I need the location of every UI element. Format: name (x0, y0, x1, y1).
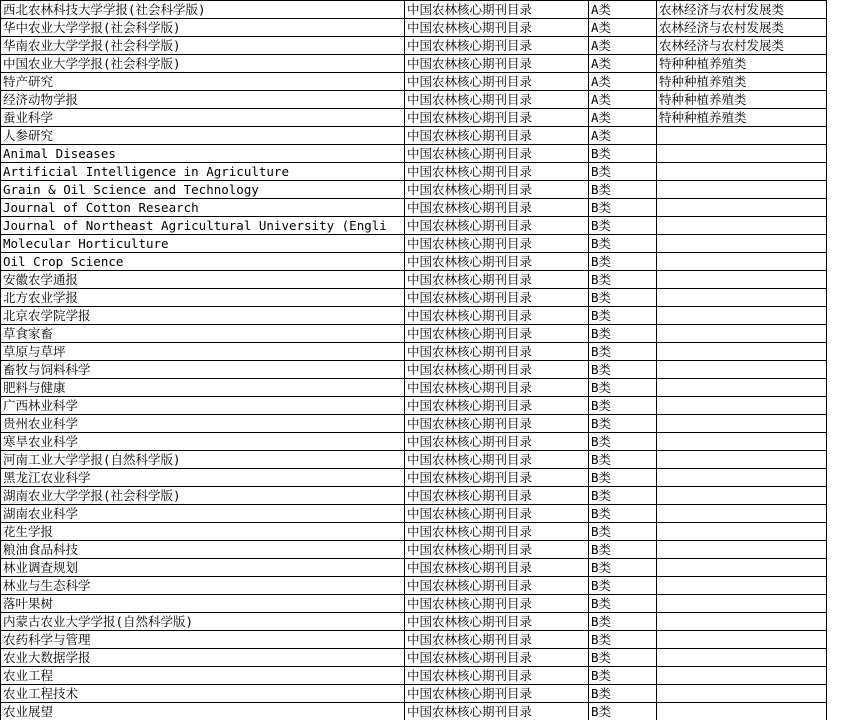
catalog-cell[interactable]: 中国农林核心期刊目录 (405, 235, 589, 253)
table-row (1, 163, 827, 181)
grade-cell[interactable]: B类 (589, 451, 657, 469)
category-cell[interactable]: 农林经济与农村发展类 (657, 1, 827, 19)
grade-cell[interactable]: B类 (589, 505, 657, 523)
grade-cell[interactable]: B类 (589, 361, 657, 379)
table-row (1, 91, 827, 109)
table-row (1, 595, 827, 613)
grade-cell[interactable]: B类 (589, 235, 657, 253)
grade-cell[interactable]: B类 (589, 685, 657, 703)
category-cell[interactable] (657, 397, 827, 415)
grade-cell[interactable]: B类 (589, 469, 657, 487)
category-cell[interactable]: 特种种植养殖类 (657, 73, 827, 91)
grade-cell[interactable]: A类 (589, 55, 657, 73)
grade-cell[interactable]: A类 (589, 73, 657, 91)
table-row (1, 685, 827, 703)
category-cell[interactable]: 特种种植养殖类 (657, 91, 827, 109)
journal-name-cell[interactable]: 河南工业大学学报(自然科学版) (1, 451, 405, 469)
grade-cell[interactable]: B类 (589, 379, 657, 397)
catalog-cell[interactable]: 中国农林核心期刊目录 (405, 145, 589, 163)
category-cell[interactable] (657, 433, 827, 451)
category-cell[interactable]: 特种种植养殖类 (657, 55, 827, 73)
journal-name-cell[interactable]: 湖南农业科学 (1, 505, 405, 523)
table-row (1, 541, 827, 559)
journal-name-cell[interactable]: Oil Crop Science (1, 253, 405, 271)
grade-cell[interactable]: B类 (589, 397, 657, 415)
journal-name-cell[interactable]: 林业与生态科学 (1, 577, 405, 595)
catalog-cell[interactable]: 中国农林核心期刊目录 (405, 109, 589, 127)
category-cell[interactable] (657, 613, 827, 631)
category-cell[interactable] (657, 127, 827, 145)
table-row (1, 469, 827, 487)
category-cell[interactable] (657, 505, 827, 523)
table-row (1, 325, 827, 343)
table-row (1, 559, 827, 577)
grade-cell[interactable]: B类 (589, 595, 657, 613)
grade-cell[interactable]: B类 (589, 577, 657, 595)
category-cell[interactable] (657, 523, 827, 541)
category-cell[interactable] (657, 343, 827, 361)
table-row (1, 703, 827, 721)
journal-name-cell[interactable]: 草原与草坪 (1, 343, 405, 361)
table-row (1, 649, 827, 667)
journal-name-cell[interactable]: Grain & Oil Science and Technology (1, 181, 405, 199)
category-cell[interactable] (657, 451, 827, 469)
catalog-cell[interactable]: 中国农林核心期刊目录 (405, 325, 589, 343)
catalog-cell[interactable]: 中国农林核心期刊目录 (405, 577, 589, 595)
grade-cell[interactable]: B类 (589, 415, 657, 433)
journal-name-cell[interactable]: Animal Diseases (1, 145, 405, 163)
catalog-cell[interactable]: 中国农林核心期刊目录 (405, 181, 589, 199)
journal-name-cell[interactable]: 华中农业大学学报(社会科学版) (1, 19, 405, 37)
catalog-cell[interactable]: 中国农林核心期刊目录 (405, 487, 589, 505)
grade-cell[interactable]: B类 (589, 667, 657, 685)
category-cell[interactable] (657, 361, 827, 379)
catalog-cell[interactable]: 中国农林核心期刊目录 (405, 613, 589, 631)
grade-cell[interactable]: A类 (589, 127, 657, 145)
category-cell[interactable] (657, 199, 827, 217)
catalog-cell[interactable]: 中国农林核心期刊目录 (405, 19, 589, 37)
grade-cell[interactable]: A类 (589, 91, 657, 109)
catalog-cell[interactable]: 中国农林核心期刊目录 (405, 469, 589, 487)
table-row (1, 433, 827, 451)
journal-name-cell[interactable]: 北京农学院学报 (1, 307, 405, 325)
catalog-cell[interactable]: 中国农林核心期刊目录 (405, 433, 589, 451)
catalog-cell[interactable]: 中国农林核心期刊目录 (405, 361, 589, 379)
category-cell[interactable] (657, 307, 827, 325)
category-cell[interactable] (657, 379, 827, 397)
table-row (1, 361, 827, 379)
journal-name-cell[interactable]: Journal of Northeast Agricultural University (Engli (1, 217, 405, 235)
table-row (1, 109, 827, 127)
journal-name-cell[interactable]: 人参研究 (1, 127, 405, 145)
grade-cell[interactable]: B类 (589, 487, 657, 505)
journal-name-cell[interactable]: 农药科学与管理 (1, 631, 405, 649)
catalog-cell[interactable]: 中国农林核心期刊目录 (405, 595, 589, 613)
journal-name-cell[interactable]: 华南农业大学学报(社会科学版) (1, 37, 405, 55)
journal-name-cell[interactable]: 蚕业科学 (1, 109, 405, 127)
category-cell[interactable] (657, 271, 827, 289)
category-cell[interactable]: 农林经济与农村发展类 (657, 19, 827, 37)
journal-name-cell[interactable]: 落叶果树 (1, 595, 405, 613)
table-row (1, 271, 827, 289)
journal-name-cell[interactable]: 广西林业科学 (1, 397, 405, 415)
table-row (1, 343, 827, 361)
catalog-cell[interactable]: 中国农林核心期刊目录 (405, 451, 589, 469)
catalog-cell[interactable]: 中国农林核心期刊目录 (405, 307, 589, 325)
grade-cell[interactable]: A类 (589, 19, 657, 37)
grade-cell[interactable]: B类 (589, 649, 657, 667)
category-cell[interactable] (657, 649, 827, 667)
category-cell[interactable]: 特种种植养殖类 (657, 109, 827, 127)
category-cell[interactable] (657, 325, 827, 343)
table-row (1, 307, 827, 325)
table-row (1, 19, 827, 37)
category-cell[interactable] (657, 415, 827, 433)
catalog-cell[interactable]: 中国农林核心期刊目录 (405, 415, 589, 433)
catalog-cell[interactable]: 中国农林核心期刊目录 (405, 91, 589, 109)
journal-name-cell[interactable]: 寒旱农业科学 (1, 433, 405, 451)
category-cell[interactable] (657, 685, 827, 703)
grade-cell[interactable]: B类 (589, 271, 657, 289)
grade-cell[interactable]: B类 (589, 703, 657, 721)
table-row (1, 199, 827, 217)
journal-name-cell[interactable]: 农业工程技术 (1, 685, 405, 703)
table-row (1, 1, 827, 19)
category-cell[interactable] (657, 289, 827, 307)
table-row (1, 127, 827, 145)
table-row (1, 181, 827, 199)
category-cell[interactable] (657, 667, 827, 685)
journal-name-cell[interactable]: 农业工程 (1, 667, 405, 685)
grade-cell[interactable]: B类 (589, 307, 657, 325)
table-row (1, 37, 827, 55)
grade-cell[interactable]: B类 (589, 145, 657, 163)
journal-name-cell[interactable]: 北方农业学报 (1, 289, 405, 307)
journal-name-cell[interactable]: 贵州农业科学 (1, 415, 405, 433)
journal-name-cell[interactable]: Journal of Cotton Research (1, 199, 405, 217)
grade-cell[interactable]: B类 (589, 343, 657, 361)
category-cell[interactable] (657, 217, 827, 235)
journal-name-cell[interactable]: 西北农林科技大学学报(社会科学版) (1, 1, 405, 19)
category-cell[interactable] (657, 631, 827, 649)
catalog-cell[interactable]: 中国农林核心期刊目录 (405, 559, 589, 577)
table-row (1, 217, 827, 235)
category-cell[interactable] (657, 541, 827, 559)
table-row (1, 613, 827, 631)
table-row (1, 379, 827, 397)
category-cell[interactable] (657, 487, 827, 505)
journal-name-cell[interactable]: 林业调查规划 (1, 559, 405, 577)
category-cell[interactable] (657, 559, 827, 577)
table-row (1, 667, 827, 685)
catalog-cell[interactable]: 中国农林核心期刊目录 (405, 37, 589, 55)
category-cell[interactable] (657, 469, 827, 487)
catalog-cell[interactable]: 中国农林核心期刊目录 (405, 685, 589, 703)
catalog-cell[interactable]: 中国农林核心期刊目录 (405, 631, 589, 649)
table-row (1, 55, 827, 73)
table-row (1, 415, 827, 433)
catalog-cell[interactable]: 中国农林核心期刊目录 (405, 271, 589, 289)
table-row (1, 631, 827, 649)
grade-cell[interactable]: B类 (589, 613, 657, 631)
catalog-cell[interactable]: 中国农林核心期刊目录 (405, 199, 589, 217)
grade-cell[interactable]: A类 (589, 1, 657, 19)
journal-name-cell[interactable]: 中国农业大学学报(社会科学版) (1, 55, 405, 73)
catalog-cell[interactable]: 中国农林核心期刊目录 (405, 1, 589, 19)
journal-name-cell[interactable]: 农业大数据学报 (1, 649, 405, 667)
catalog-cell[interactable]: 中国农林核心期刊目录 (405, 523, 589, 541)
catalog-cell[interactable]: 中国农林核心期刊目录 (405, 253, 589, 271)
grade-cell[interactable]: B类 (589, 541, 657, 559)
category-cell[interactable] (657, 235, 827, 253)
catalog-cell[interactable]: 中国农林核心期刊目录 (405, 703, 589, 721)
category-cell[interactable] (657, 181, 827, 199)
category-cell[interactable] (657, 253, 827, 271)
catalog-cell[interactable]: 中国农林核心期刊目录 (405, 289, 589, 307)
table-row (1, 577, 827, 595)
catalog-cell[interactable]: 中国农林核心期刊目录 (405, 127, 589, 145)
catalog-cell[interactable]: 中国农林核心期刊目录 (405, 163, 589, 181)
journal-name-cell[interactable]: 草食家畜 (1, 325, 405, 343)
journal-name-cell[interactable]: 农业展望 (1, 703, 405, 721)
table-row (1, 487, 827, 505)
catalog-cell[interactable]: 中国农林核心期刊目录 (405, 379, 589, 397)
grade-cell[interactable]: A类 (589, 37, 657, 55)
journal-name-cell[interactable]: 黑龙江农业科学 (1, 469, 405, 487)
table-row (1, 397, 827, 415)
journal-name-cell[interactable]: Artificial Intelligence in Agriculture (1, 163, 405, 181)
catalog-cell[interactable]: 中国农林核心期刊目录 (405, 397, 589, 415)
category-cell[interactable] (657, 577, 827, 595)
catalog-cell[interactable]: 中国农林核心期刊目录 (405, 55, 589, 73)
grade-cell[interactable]: B类 (589, 631, 657, 649)
catalog-cell[interactable]: 中国农林核心期刊目录 (405, 541, 589, 559)
catalog-cell[interactable]: 中国农林核心期刊目录 (405, 667, 589, 685)
grade-cell[interactable]: B类 (589, 523, 657, 541)
journal-name-cell[interactable]: 粮油食品科技 (1, 541, 405, 559)
catalog-cell[interactable]: 中国农林核心期刊目录 (405, 649, 589, 667)
catalog-cell[interactable]: 中国农林核心期刊目录 (405, 343, 589, 361)
grade-cell[interactable]: B类 (589, 289, 657, 307)
catalog-cell[interactable]: 中国农林核心期刊目录 (405, 217, 589, 235)
category-cell[interactable] (657, 703, 827, 721)
grade-cell[interactable]: B类 (589, 433, 657, 451)
table-row (1, 73, 827, 91)
table-row (1, 523, 827, 541)
journal-name-cell[interactable]: 湖南农业大学学报(社会科学版) (1, 487, 405, 505)
grade-cell[interactable]: B类 (589, 199, 657, 217)
grade-cell[interactable]: B类 (589, 163, 657, 181)
catalog-cell[interactable]: 中国农林核心期刊目录 (405, 73, 589, 91)
table-row (1, 451, 827, 469)
journal-table-body (1, 1, 827, 721)
table-row (1, 145, 827, 163)
journal-name-cell[interactable]: Molecular Horticulture (1, 235, 405, 253)
category-cell[interactable] (657, 145, 827, 163)
grade-cell[interactable]: B类 (589, 181, 657, 199)
table-row (1, 505, 827, 523)
journal-name-cell[interactable]: 畜牧与饲料科学 (1, 361, 405, 379)
grade-cell[interactable]: B类 (589, 325, 657, 343)
grade-cell[interactable]: B类 (589, 559, 657, 577)
category-cell[interactable] (657, 163, 827, 181)
category-cell[interactable]: 农林经济与农村发展类 (657, 37, 827, 55)
journal-name-cell[interactable]: 安徽农学通报 (1, 271, 405, 289)
table-row (1, 235, 827, 253)
grade-cell[interactable]: B类 (589, 253, 657, 271)
table-row (1, 289, 827, 307)
catalog-cell[interactable]: 中国农林核心期刊目录 (405, 505, 589, 523)
table-row (1, 253, 827, 271)
journal-name-cell[interactable]: 肥料与健康 (1, 379, 405, 397)
grade-cell[interactable]: B类 (589, 217, 657, 235)
journal-name-cell[interactable]: 经济动物学报 (1, 91, 405, 109)
journal-name-cell[interactable]: 特产研究 (1, 73, 405, 91)
journal-name-cell[interactable]: 花生学报 (1, 523, 405, 541)
journal-name-cell[interactable]: 内蒙古农业大学学报(自然科学版) (1, 613, 405, 631)
category-cell[interactable] (657, 595, 827, 613)
grade-cell[interactable]: A类 (589, 109, 657, 127)
